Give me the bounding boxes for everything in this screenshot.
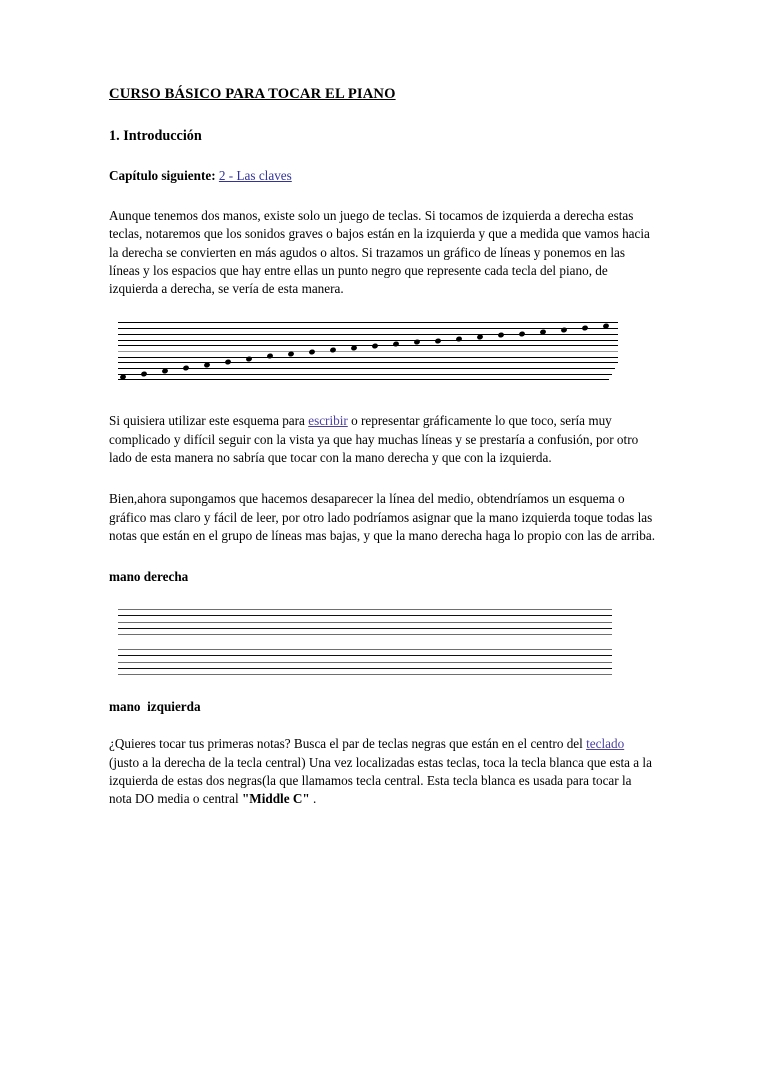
note-dot — [371, 343, 378, 350]
next-chapter-link[interactable]: 2 - Las claves — [218, 167, 292, 183]
note-dot — [182, 365, 189, 372]
paragraph-middle-c-part1: ¿Quieres tocar tus primeras notas? Busca el par de teclas negras que están en el centro del — [109, 736, 587, 752]
staff-line — [118, 634, 612, 635]
note-dot — [140, 371, 147, 378]
paragraph-middle-c-tail: . — [309, 791, 317, 807]
staff-line — [118, 662, 612, 663]
staff-line — [118, 628, 612, 629]
paragraph-linea-del-medio: Bien,ahora supongamos que hacemos desaparecer la línea del medio, obtendríamos un esquema o gráfico mas claro y fácil de leer, por otro lado podríamos asignar que la mano izquierda toque todas las notas que están en el grupo de líneas mas bajas, y que la mano derecha haga lo propio con las de arriba. — [109, 491, 655, 543]
note-dot — [329, 347, 336, 354]
staff-line — [118, 674, 612, 675]
spacer — [109, 715, 655, 735]
note-dot — [224, 359, 231, 366]
staff-line — [118, 357, 618, 358]
note-dot — [518, 331, 525, 338]
staff-line — [118, 345, 618, 346]
staff-line — [118, 649, 612, 650]
staff-line — [118, 668, 612, 669]
staff-line — [118, 368, 615, 369]
note-dot — [455, 336, 462, 343]
note-dot — [392, 341, 399, 348]
staff-line — [118, 609, 612, 610]
document-content — [109, 86, 655, 832]
paragraph-middle-c — [109, 735, 655, 808]
paragraph-escribir-part2: o representar gráficamente lo que toco, sería muy complicado y difícil seguir con la vista ya que hay muchas líneas y se prestaría a confusión, por otro lado de esta manera no sabría que tocar con la mano derecha y que con la izquierda. — [109, 413, 639, 465]
spacer — [109, 381, 655, 412]
next-chapter-label: Capítulo siguiente: — [109, 167, 216, 183]
next-chapter-line — [109, 168, 655, 185]
staff-line — [118, 362, 618, 363]
paragraph-intro: Aunque tenemos dos manos, existe solo un juego de teclas. Si tocamos de izquierda a derecha estas teclas, notaremos que los sonidos graves o bajos están en la izquierda y que a medida que vamos hacia la derecha se convierten en más agudos o altos. Si trazamos un gráfico de líneas y ponemos en las líneas y los espacios que hay entre ellas un punto negro que represente cada tecla del piano, de izquierda a derecha, se vería de esta manera. — [109, 208, 650, 297]
staff-line — [118, 655, 612, 656]
note-dot — [581, 325, 588, 332]
paragraph-escribir — [109, 412, 655, 467]
middle-c-term: "Middle C" — [241, 791, 310, 807]
label-mano-derecha: mano derecha — [109, 569, 189, 585]
staff-line — [118, 351, 618, 352]
staff-line — [118, 374, 612, 375]
paragraph-middle-c-part2: (justo a la derecha de la tecla central) Una vez localizadas estas teclas, toca la tecla blanca que esta a la izquierda de estas dos negras(la que llamamos tecla central. Esta tecla blanca es usada para tocar la nota DO media o central — [109, 754, 652, 807]
note-dot — [308, 349, 315, 356]
staff-line — [118, 379, 609, 380]
paragraph-escribir-part1: Si quisiera utilizar este esquema para — [109, 413, 309, 429]
staff-line — [118, 615, 612, 616]
teclado-link[interactable]: teclado — [586, 736, 625, 752]
label-mano-izquierda: mano izquierda — [109, 699, 201, 715]
staff-line — [118, 622, 612, 623]
staff-line — [118, 340, 618, 341]
staff-diagram-ascending-notes — [118, 321, 618, 381]
note-dot — [434, 338, 441, 345]
section-heading: 1. Introducción — [109, 127, 202, 144]
staff-line — [118, 322, 618, 323]
page-title: CURSO BÁSICO PARA TOCAR EL PIANO — [109, 86, 396, 102]
staff-diagram-grand-staff — [118, 607, 612, 681]
note-dot — [560, 327, 567, 334]
note-dot — [266, 353, 273, 360]
spacer — [109, 681, 655, 698]
note-dot — [497, 332, 504, 339]
escribir-link[interactable]: escribir — [308, 413, 348, 429]
spacer — [109, 585, 655, 607]
